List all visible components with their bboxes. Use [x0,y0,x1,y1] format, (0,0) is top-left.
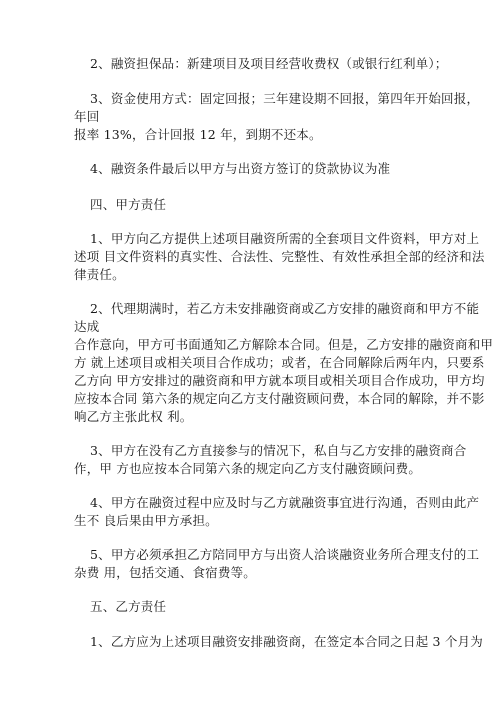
party-a-item-2-line-3: 合作意向，甲方可书面通知乙方解除本合同。但是，乙方安排的融资商和甲 [74,337,494,352]
party-a-item-3-line-2: 作，甲 方也应按本合同第六条的规定向乙方支付融资顾问费。 [74,461,422,476]
party-a-item-1-line-2: 述项 目文件资料的真实性、合法性、完整性、有效性承担全部的经济和法 [74,249,485,264]
party-a-item-2-line-5: 乙方向 甲方安排过的融资商和甲方就本项目或相关项目合作成功，甲方均 [74,373,485,388]
party-a-item-3-line-1: 3、甲方在没有乙方直接参与的情况下，私自与乙方安排的融资商合 [90,443,467,458]
party-a-item-2-line-2: 达成 [74,319,100,334]
clause-3-return-rate: 报率 13%，合计回报 12 年，到期不还本。 [74,127,322,142]
party-a-item-5-line-2: 杂费 用，包括交通、食宿费等。 [74,565,256,580]
section-heading-party-b: 五、乙方责任 [90,599,167,614]
party-a-item-2-line-7: 响乙方主张此权 利。 [74,409,193,424]
party-a-item-4-line-2: 生不 良后果由甲方承担。 [74,513,218,528]
party-b-item-1-line-1: 1、乙方应为上述项目融资安排融资商，在签定本合同之日起 3 个月为 [90,634,483,649]
clause-3-fund-usage: 3、资金使用方式：固定回报；三年建设期不回报，第四年开始回报， [90,91,480,106]
clause-3-continuation: 年回 [74,109,100,124]
party-a-item-5-line-1: 5、甲方必须承担乙方陪同甲方与出资人洽谈融资业务所合理支付的工 [90,547,480,562]
party-a-item-2-line-4: 方 就上述项目或相关项目合作成功；或者，在合同解除后两年内，只要系 [74,355,485,370]
clause-2-collateral: 2、融资担保品：新建项目及项目经营收费权（或银行红利单）； [90,56,448,71]
clause-4-financing-terms: 4、融资条件最后以甲方与出资方签订的贷款协议为准 [90,161,391,176]
party-a-item-2-line-6: 应按本合同 第六条的规定向乙方支付融资顾问费，本合同的解除，并不影 [74,391,485,406]
party-a-item-1-line-1: 1、甲方向乙方提供上述项目融资所需的全套项目文件资料，甲方对上 [90,231,480,246]
party-a-item-4-line-1: 4、甲方在融资过程中应及时与乙方就融资事宜进行沟通，否则由此产 [90,495,480,510]
section-heading-party-a: 四、甲方责任 [90,197,167,212]
party-a-item-1-line-3: 律责任。 [74,267,125,282]
party-a-item-2-line-1: 2、代理期满时，若乙方未安排融资商或乙方安排的融资商和甲方不能 [90,301,480,316]
